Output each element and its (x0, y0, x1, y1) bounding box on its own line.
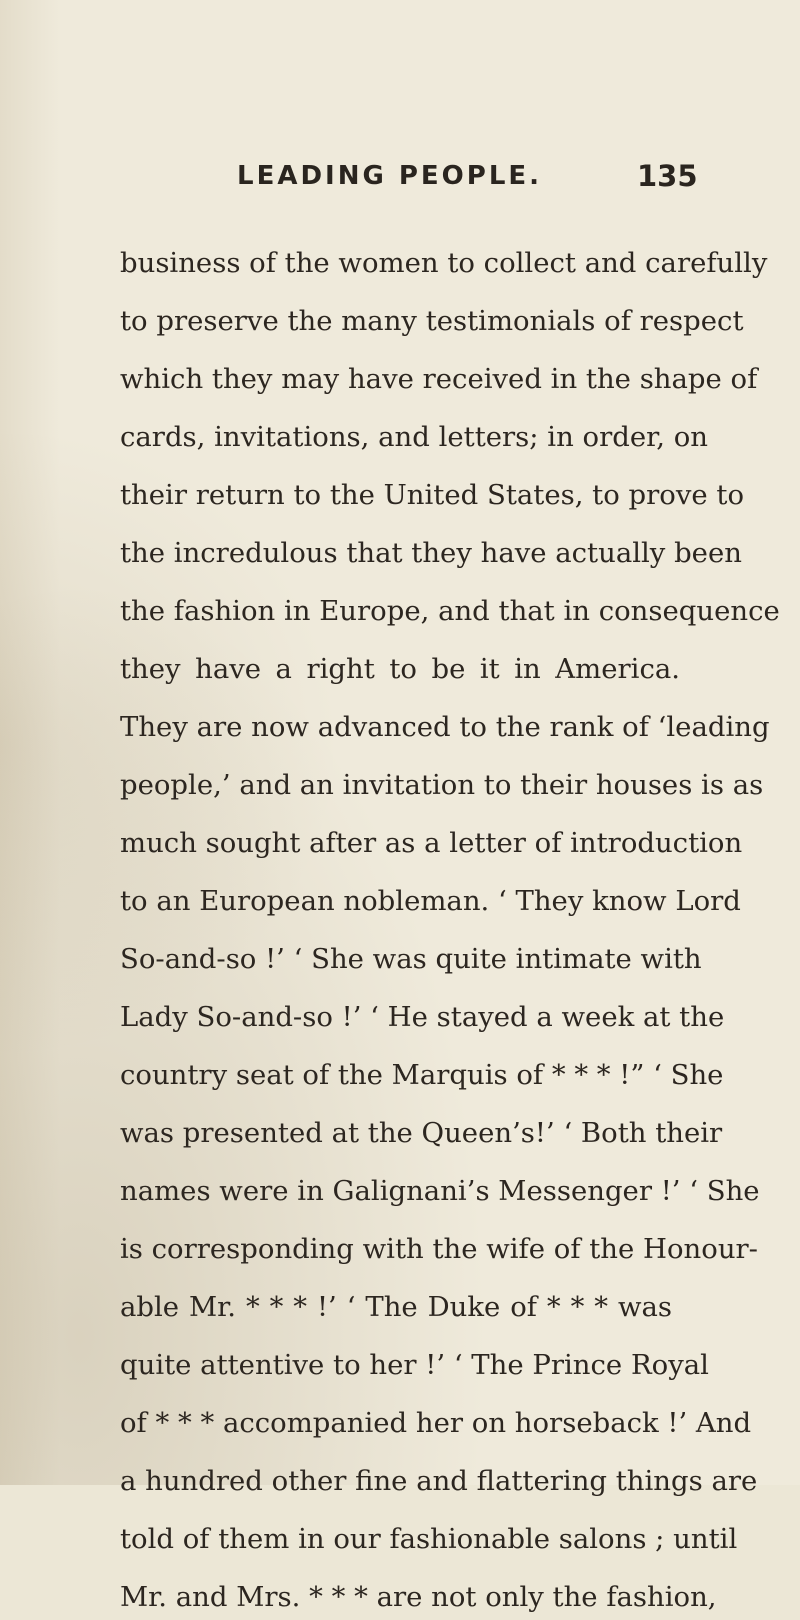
text-line: a hundred other fine and flattering things are (120, 1465, 758, 1497)
text-line: country seat of the Marquis of * * * !” ‘ She (120, 1059, 724, 1091)
text-line: quite attentive to her !’ ‘ The Prince Royal (120, 1349, 709, 1381)
text-line: told of them in our fashionable salons ; until (120, 1523, 738, 1555)
text-line: of * * * accompanied her on horseback !’ And (120, 1407, 752, 1439)
text-line: Mr. and Mrs. * * * are not only the fashion, (120, 1581, 717, 1613)
text-line: They are now advanced to the rank of ‘leading (120, 711, 770, 743)
text-line: names were in Galignani’s Messenger !’ ‘ She (120, 1175, 760, 1207)
page-number: 135 (637, 159, 698, 193)
text-line: Lady So-and-so !’ ‘ He stayed a week at the (120, 1001, 725, 1033)
text-line: able Mr. * * * !’ ‘ The Duke of * * * was (120, 1291, 672, 1323)
text-line: was presented at the Queen’s!’ ‘ Both their (120, 1117, 723, 1149)
text-line: the incredulous that they have actually been (120, 537, 742, 569)
text-line: business of the women to collect and carefully (120, 247, 768, 279)
text-line: people,’ and an invitation to their houses is as (120, 769, 764, 801)
text-line: much sought after as a letter of introduction (120, 827, 743, 859)
running-title: LEADING PEOPLE. (237, 161, 543, 191)
running-head (0, 161, 800, 201)
text-line: So-and-so !’ ‘ She was quite intimate with (120, 943, 702, 975)
text-line: cards, invitations, and letters; in order, on (120, 421, 709, 453)
text-line: to an European nobleman. ‘ They know Lord (120, 885, 741, 917)
text-line: to preserve the many testimonials of respect (120, 305, 744, 337)
text-line: which they may have received in the shape of (120, 363, 758, 395)
text-line: the fashion in Europe, and that in consequence (120, 595, 780, 627)
text-line: their return to the United States, to prove to (120, 479, 745, 511)
text-line: is corresponding with the wife of the Honour- (120, 1233, 758, 1265)
text-line: they have a right to be it in America. (120, 653, 680, 685)
